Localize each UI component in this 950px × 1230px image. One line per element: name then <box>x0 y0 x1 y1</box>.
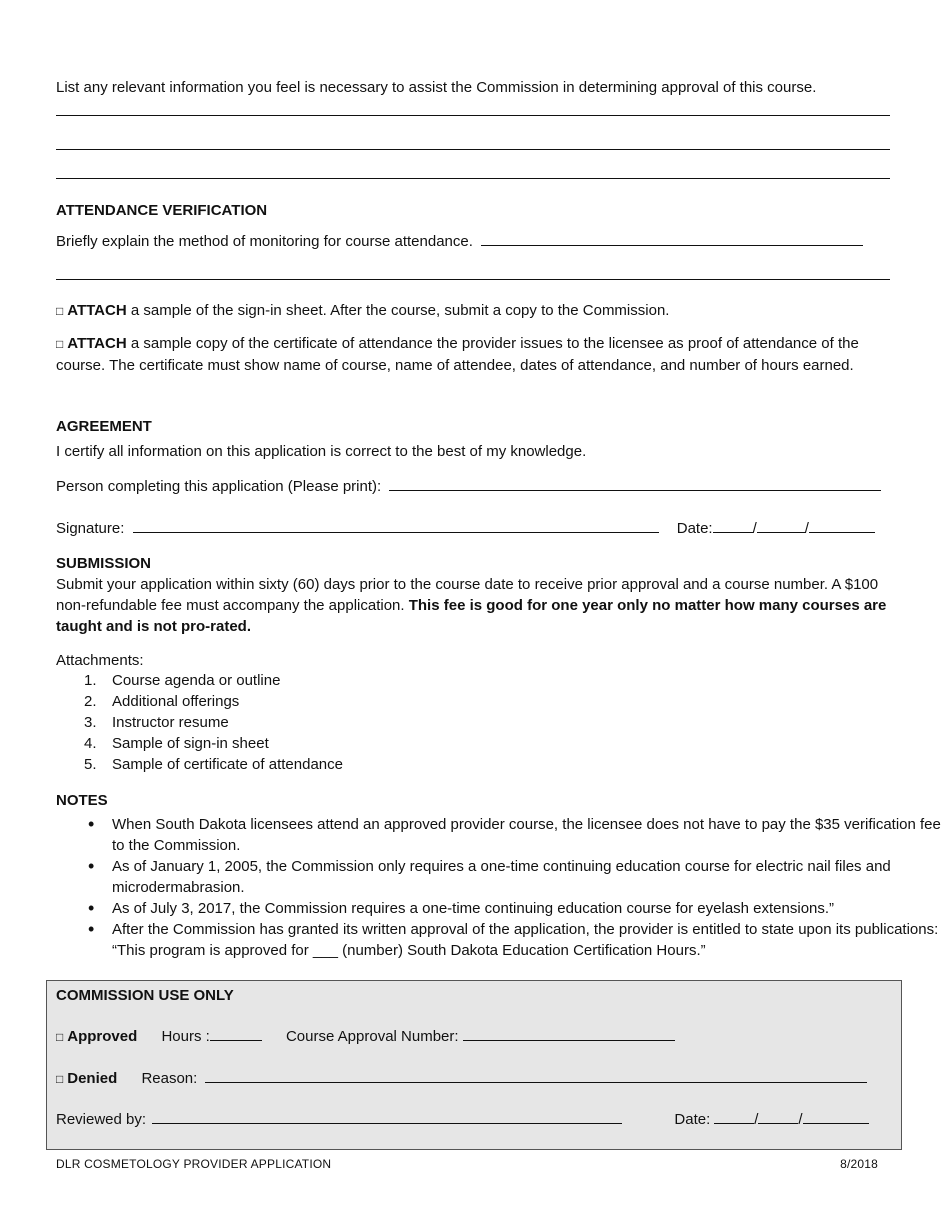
signature-label: Signature: <box>56 520 125 537</box>
list-item: 4. Sample of sign-in sheet <box>84 735 269 752</box>
notes-list <box>56 814 950 961</box>
list-item: • As of July 3, 2017, the Commission requires a one-time continuing education course for eyelash extensions.” <box>112 898 950 919</box>
person-completing-row <box>56 476 894 497</box>
approval-number-field[interactable] <box>463 1026 675 1041</box>
attachments-list <box>56 670 343 775</box>
date-day-field[interactable] <box>757 518 805 533</box>
denied-label: Denied <box>67 1070 118 1087</box>
signature-field[interactable] <box>133 518 659 533</box>
checkbox-icon[interactable]: □ <box>56 1030 64 1044</box>
relevant-info-line-1[interactable] <box>56 115 890 116</box>
list-item: 3. Instructor resume <box>84 714 229 731</box>
approved-row <box>56 1026 675 1048</box>
date-month-field[interactable] <box>713 518 753 533</box>
attach-sign-in-sheet: □ ATTACH a sample of the sign-in sheet. After the course, submit a copy to the Commission. <box>56 300 894 322</box>
attendance-heading: ATTENDANCE VERIFICATION <box>56 202 268 219</box>
signature-row: Signature: Date: / / <box>56 518 894 539</box>
approved-label: Approved <box>67 1028 138 1045</box>
date-label: Date: <box>676 520 713 537</box>
submission-heading: SUBMISSION <box>56 555 152 572</box>
commission-heading: COMMISSION USE ONLY <box>56 987 234 1004</box>
commission-date-label: Date: <box>674 1111 711 1128</box>
relevant-info-prompt: List any relevant information you feel is necessary to assist the Commission in determining approval of this course. <box>56 79 817 96</box>
submission-text: Submit your application within sixty (60) days prior to the course date to receive prior approval and a course number. A $100 non-refundable fee must accompany the application. This fee is good for one year only no matter how many courses are taught and is not pro-rated. <box>56 576 887 635</box>
reason-label: Reason: <box>141 1070 198 1087</box>
reviewed-by-field[interactable] <box>152 1109 622 1124</box>
hours-label: Hours : <box>161 1028 210 1045</box>
commission-use-only-box <box>46 980 902 1150</box>
date-year-field[interactable] <box>809 518 875 533</box>
reason-field[interactable] <box>205 1068 867 1083</box>
attendance-method-row <box>56 231 894 252</box>
attendance-method-prompt: Briefly explain the method of monitoring for course attendance. <box>56 233 473 250</box>
denied-row <box>56 1068 867 1090</box>
checkbox-icon[interactable]: □ <box>56 304 64 318</box>
relevant-info-line-2[interactable] <box>56 149 890 150</box>
notes-heading: NOTES <box>56 792 108 809</box>
approval-number-label: Course Approval Number: <box>285 1028 459 1045</box>
commission-date-day-field[interactable] <box>758 1109 798 1124</box>
commission-date-year-field[interactable] <box>803 1109 869 1124</box>
list-item: • After the Commission has granted its written approval of the application, the provider is entitled to state upon its publications: “This program is approved for ___ (number) South Dakota Education Certification Hours.” <box>112 919 950 961</box>
agreement-heading: AGREEMENT <box>56 418 152 435</box>
attendance-method-line-2[interactable] <box>56 279 890 280</box>
person-completing-field[interactable] <box>389 476 881 491</box>
reviewed-by-label: Reviewed by: <box>56 1111 147 1128</box>
hours-field[interactable] <box>210 1026 262 1041</box>
list-item: • When South Dakota licensees attend an approved provider course, the licensee does not have to pay the $35 verification fee to the Commission. <box>112 814 950 856</box>
list-item: 1. Course agenda or outline <box>84 672 281 689</box>
checkbox-icon[interactable]: □ <box>56 1072 64 1086</box>
footer-revision-date: 8/2018 <box>840 1157 878 1171</box>
attach-certificate: □ ATTACH a sample copy of the certificate of attendance the provider issues to the licensee as proof of attendance of the course. The certificate must show name of course, name of attendee, dates of attendance, and number of hours earned. <box>56 335 859 374</box>
checkbox-icon[interactable]: □ <box>56 337 64 351</box>
list-item: • As of January 1, 2005, the Commission only requires a one-time continuing education course for electric nail files and microdermabrasion. <box>112 856 950 898</box>
attendance-method-field[interactable] <box>481 231 863 246</box>
person-completing-label: Person completing this application (Please print): <box>56 478 382 495</box>
list-item: 2. Additional offerings <box>84 693 240 710</box>
commission-date-month-field[interactable] <box>714 1109 754 1124</box>
attachments-label: Attachments: <box>56 652 144 669</box>
footer-form-name: DLR COSMETOLOGY PROVIDER APPLICATION <box>56 1157 332 1171</box>
relevant-info-line-3[interactable] <box>56 178 890 179</box>
list-item: 5. Sample of certificate of attendance <box>84 756 343 773</box>
reviewed-row: Reviewed by: Date: / / <box>56 1109 869 1130</box>
agreement-certify: I certify all information on this application is correct to the best of my knowledge. <box>56 443 587 460</box>
